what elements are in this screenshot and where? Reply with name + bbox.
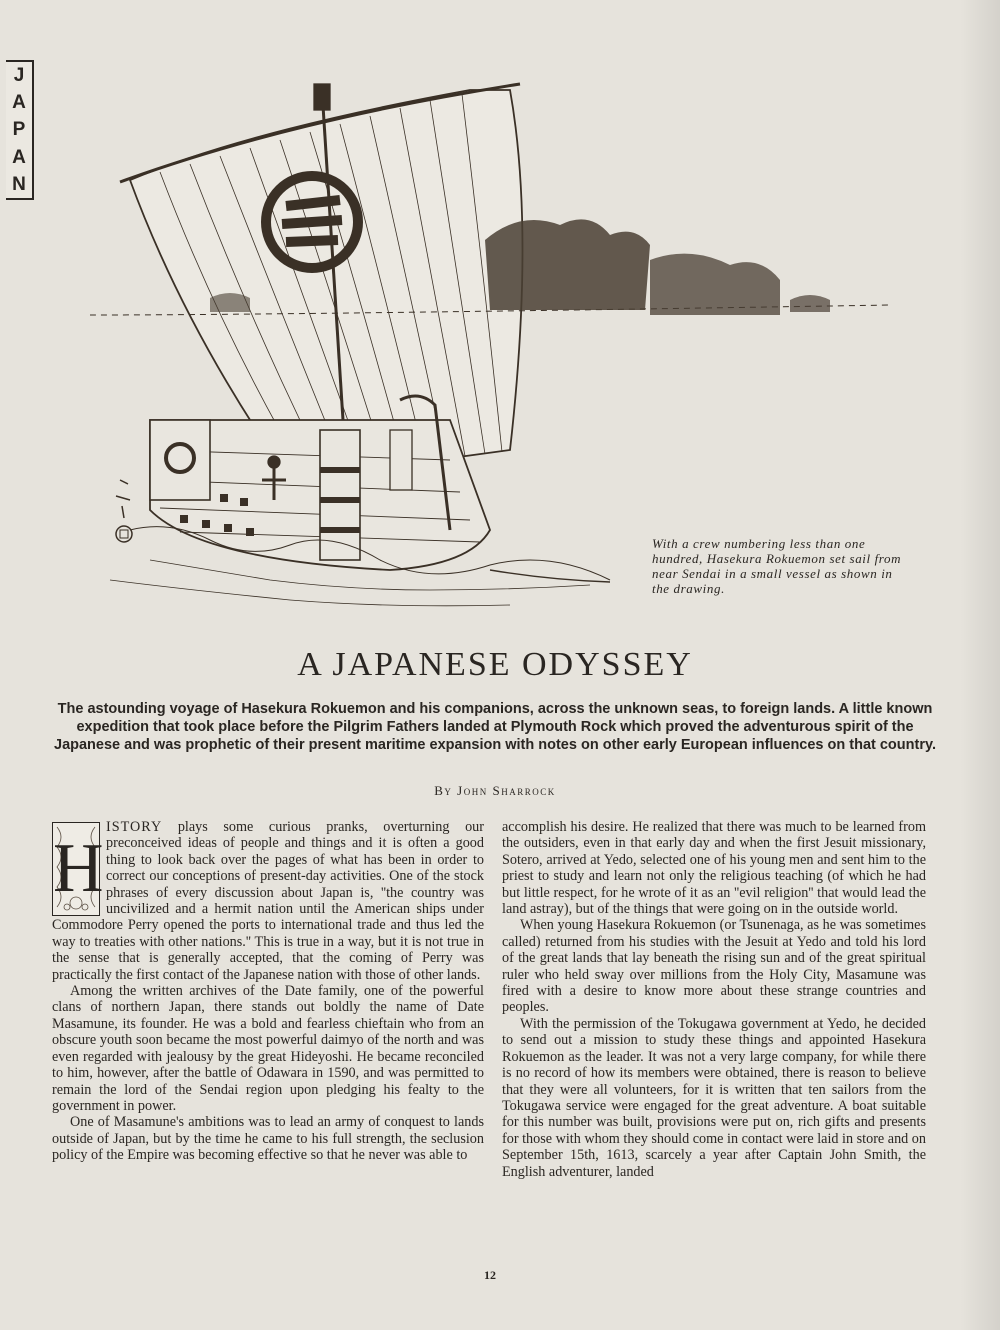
- article-subtitle: The astounding voyage of Hasekura Rokuemon and his companions, across the unknown seas, to foreign lands. A little known expedition that took place before the Pilgrim Fathers landed at Plymouth Rock which proved the adventurous spirit of the Japanese and was prophetic of their present maritime expansion with notes on other early European influences on that country.: [54, 701, 936, 753]
- paragraph: [52, 819, 484, 983]
- dropcap-letter: H: [53, 830, 104, 907]
- illustration-caption: With a crew numbering less than one hundred, Hasekura Rokuemon set sail from near Sendai in a small vessel as shown in the drawing.: [652, 536, 902, 596]
- byline: By John Sharrock: [434, 783, 556, 798]
- paragraph: When young Hasekura Rokuemon (or Tsunenaga, as he was sometimes called) returned from his studies with the Jesuit at Yedo and told his lord of the great lands that lay beneath the rising sun and of the great spiritual ruler who held sway over millions from the Holy City, Masamune was fired with a desire to know more about these strange countries and peoples.: [502, 917, 926, 1016]
- page-number: 12: [484, 1268, 496, 1282]
- tab-letter: N: [12, 173, 26, 195]
- decorative-initial: [52, 822, 104, 916]
- article-title: A JAPANESE ODYSSEY: [297, 646, 693, 683]
- text-column-right: [502, 819, 926, 1180]
- tab-letter: A: [12, 92, 26, 114]
- paragraph: With the permission of the Tokugawa government at Yedo, he decided to send out a mission to study these things and appointed Hasekura Rokuemon as the leader. It was not a very large company, for while there is no record of how its members were obtained, there is reason to believe that they were all volunteers, for it is written that ten sailors from the Tokugawa service were engaged for the great adventure. A boat suitable for this number was built, provisions were put on, rich gifts and presents for those with whom they should come in contact were laid in store and on September 15th, 1613, scarcely a year after Captain John Smith, the English adventurer, landed: [502, 1015, 926, 1180]
- section-tab: [6, 60, 34, 200]
- tab-letter: A: [12, 146, 26, 168]
- tab-letter: J: [13, 65, 25, 87]
- paragraph: Among the written archives of the Date family, one of the powerful clans of northern Japan, there stands out boldly the name of Date Masamune, its founder. He was a bold and fearless chieftain who from an obscure youth soon became the most powerful daimyo of the north and was even regarded with jealousy by the great Hideyoshi. He became reconciled to him, however, after the battle of Odawara in 1590, and was permitted to remain the lord of the Sendai region upon pledging his fealty to the government in power.: [52, 983, 484, 1114]
- paragraph-text: plays some curious pranks, overturning our preconceived ideas of people and things and it is often a good thing to look back over the pages of what has been in order to correct our conceptions of present-day activities. One of the stock phrases of every discussion about Japan is, ''the country was uncivilized and a hermit nation until the American ships under Commodore Perry opened the ports to international trade and thus led the way to treaties with other nations.'' This is true in a way, but it is not true in the sense that is generally accepted, that the coming of Perry was practically the first contact of the Japanese nation with those of other lands.: [52, 819, 484, 983]
- tab-letter: P: [12, 119, 26, 141]
- text-column-left: [52, 819, 484, 1164]
- paragraph: accomplish his desire. He realized that there was much to be learned from the outsiders, even in that early day and when the first Jesuit missionary, Sotero, arrived at Yedo, selected one of his young men and sent him to the priest to study and learn not only the religious teaching (of which he had but little respect, for he wrote of it as an ''evil religion'' that would lead the land astray), but of the things that were going on in the outside world.: [502, 819, 926, 918]
- paragraph: One of Masamune's ambitions was to lead an army of conquest to lands outside of Japan, but by the time he came to his full strength, the seclusion policy of the Empire was becoming effective so that he never was able to: [52, 1114, 484, 1164]
- opening-word: ISTORY: [106, 819, 163, 835]
